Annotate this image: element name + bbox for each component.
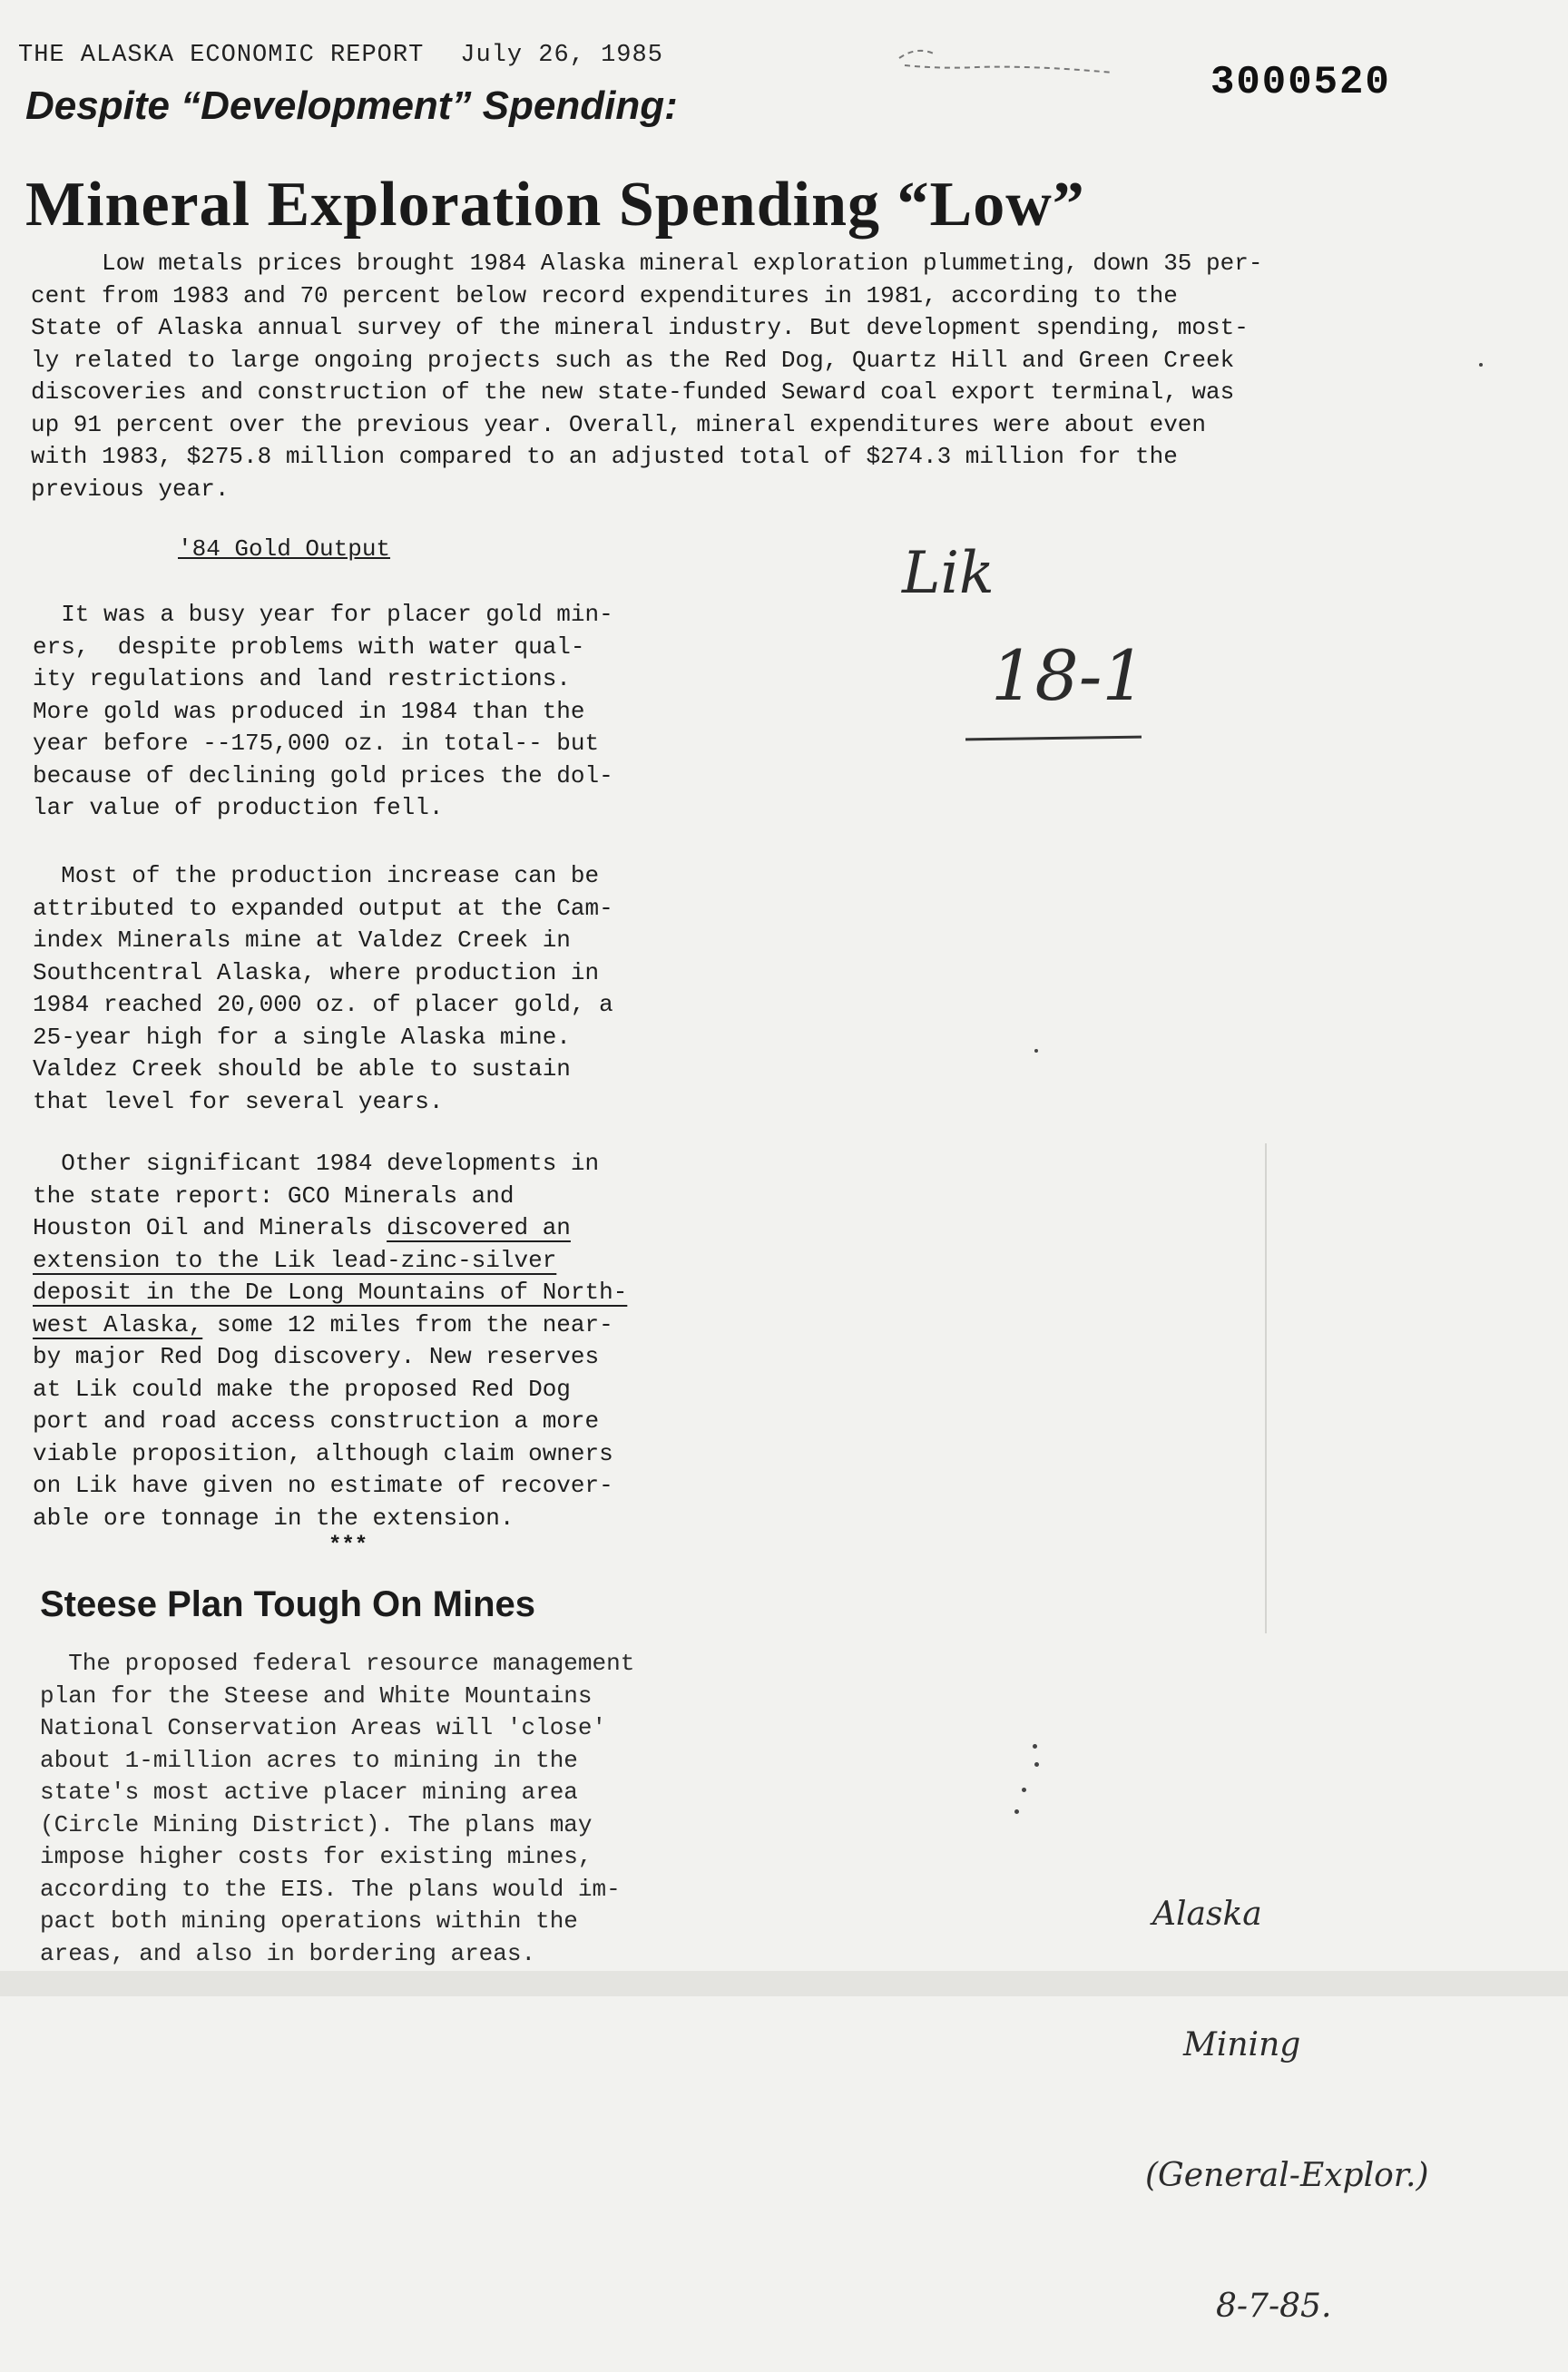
scribble-mark <box>894 38 1121 71</box>
gold-paragraph-3 <box>33 1148 627 1534</box>
note-line: Mining <box>1183 2026 1301 2063</box>
scan-dot <box>1479 363 1483 367</box>
scan-dot <box>1034 1049 1038 1053</box>
gold-output-subhead: '84 Gold Output <box>178 535 391 563</box>
scan-dot <box>1034 1762 1039 1767</box>
gold-paragraph-1: It was a busy year for placer gold min- ers, despite problems with water qual- ity regulations and land restrictions. More gold was produced in 1984 than the year before --175,000 oz. in total-- but because of declining gold prices the dol- lar value of production fell. <box>33 601 613 821</box>
steese-paragraph: The proposed federal resource management plan for the Steese and White Mountains National Conservation Areas will 'close' about 1-million acres to mining in the state's most active placer mining area (Circle Mining District). The plans may impose higher costs for existing mines, according to the EIS. The plans would im- pact both mining operations within the areas, and also in bordering areas. <box>40 1650 635 1967</box>
handwritten-underline <box>965 736 1142 741</box>
intro-paragraph: Low metals prices brought 1984 Alaska mineral exploration plummeting, down 35 per- cent from 1983 and 70 percent below record expenditures in 1981, according to the State of Alaska annual survey of the mineral industry. But development spending, most- ly related to large ongoing projects such as the Red Dog, Quartz Hill and Green Creek discoveries and construction of the new state-funded Seward coal export terminal, was up 91 percent over the previous year. Overall, mineral expenditures were about even with 1983, $275.8 million compared to an adjusted total of $274.3 million for the previous year. <box>31 250 1263 503</box>
section-separator: *** <box>328 1534 368 1558</box>
note-line: 8-7-85. <box>1216 2288 1332 2325</box>
scan-bottom-band <box>0 1971 1568 1996</box>
note-line: Alaska <box>1152 1896 1262 1933</box>
underlined-text: deposit in the De Long Mountains of North- <box>33 1279 628 1306</box>
scan-dot <box>1022 1788 1026 1792</box>
paragraph-text: some 12 miles from the near- by major Red Dog discovery. New reserves at Lik could make the proposed Red Dog port and road access construction a more viable proposition, although claim owners on Lik have given no estimate of recover- able ore tonnage in the extension. <box>33 1310 613 1532</box>
handwritten-number: 18-1 <box>991 635 1146 716</box>
kicker-heading: Despite “Development” Spending: <box>25 83 678 128</box>
gold-paragraph-2: Most of the production increase can be attributed to expanded output at the Cam- index Minerals mine at Valdez Creek in Southcentral Alaska, where production in 1984 reached 20,000 oz. of placer gold, a 25-year high for a single Alaska mine. Valdez Creek should be able to sustain that level for several years. <box>33 862 613 1115</box>
underlined-text: discovered an <box>387 1214 571 1241</box>
scan-dot <box>1014 1809 1019 1814</box>
underlined-text: extension to the Lik lead-zinc-silver <box>33 1246 557 1274</box>
steese-heading: Steese Plan Tough On Mines <box>40 1584 536 1624</box>
document-number: 3000520 <box>1210 60 1391 105</box>
publication-date: July 26, 1985 <box>460 42 663 69</box>
underlined-text: west Alaska, <box>33 1310 203 1338</box>
handwritten-lik: Lik <box>902 540 995 607</box>
handwritten-filing-note <box>1145 1806 1429 2372</box>
headline: Mineral Exploration Spending “Low” <box>25 170 1085 240</box>
note-line: (General-Explor.) <box>1145 2157 1429 2194</box>
scan-edge-line <box>1265 1143 1267 1633</box>
publication-name: THE ALASKA ECONOMIC REPORT <box>18 42 425 69</box>
publication-line <box>18 42 663 69</box>
paragraph-text: Other significant 1984 developments in the state report: GCO Minerals and Houston Oil and Minerals <box>33 1150 600 1241</box>
scan-dot <box>1033 1744 1037 1749</box>
